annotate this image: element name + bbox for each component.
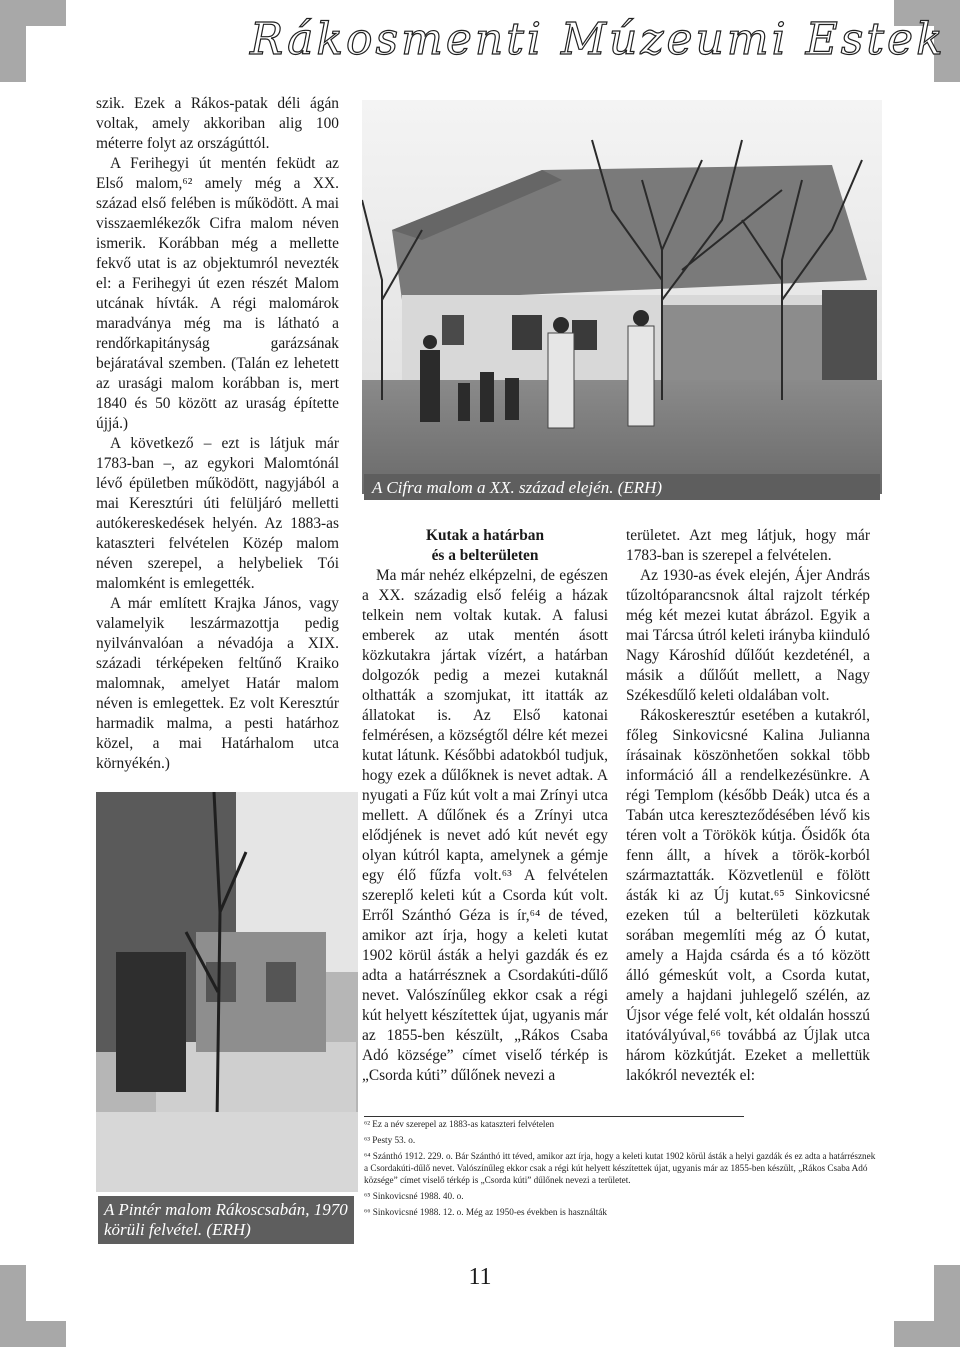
- corner-decoration-top-left-bar: [0, 0, 66, 26]
- column-left-paragraph: szik. Ezek a Rákos-patak déli ágán voltak, amely akkoriban alig 100 méterre folyt az országúttól.: [96, 95, 339, 152]
- footnote: ⁶⁵ Sinkovicsné 1988. 40. o.: [364, 1191, 464, 1201]
- section-heading: [362, 526, 608, 566]
- column-middle: [362, 526, 608, 1086]
- column-middle-body: [362, 566, 608, 1086]
- footnote: ⁶⁶ Sinkovicsné 1988. 12. o. Még az 1950-es években is használták: [364, 1207, 607, 1217]
- photo-top-caption: A Cifra malom a XX. század elején. (ERH): [364, 474, 880, 500]
- footnote: ⁶⁴ Szánthó 1912. 229. o. Bár Szánthó itt téved, amikor azt írja, hogy a keleti kutat 1902 körül ásták a helyi gazdák és ez adta a határrésznek a Csordakúti-dűlő nevet. Valószínűleg ekkor csak a régi kút helyett készítettek újat, ugyanis már az 1855-ben készült, „Rákos Csaba Adó községe” címet viselő térkép is „Csorda kúti” dűlőnek nevezi a területet.: [364, 1151, 876, 1185]
- section-heading-line1: Kutak a határban: [425, 527, 545, 544]
- column-right: [626, 526, 870, 1086]
- header-title: Rákosmenti Múzeumi Estek: [250, 14, 946, 65]
- section-heading-line2: és a belterületen: [431, 547, 539, 564]
- column-left-paragraph: A következő – ezt is látjuk már 1783-ban –, az egykori Malomtónál lévő épületben működött, nagyjából a mai Keresztúri úti felüljáró melletti autókereskedések helyén. Az 1883-as kataszteri felvételen Közép malom néven szerepel, a helybeliek Tói malomként is emlegették.: [96, 435, 339, 592]
- footnote-rule: [364, 1116, 744, 1117]
- column-left-paragraph: A már említett Krajka János, vagy valamelyik leszármazottja pedig nyilvánvalóan a névadója a XIX. századi térképeken feltűnő Kraiko malomnak, amelyet Határ malom néven is emlegettek. Ez volt Keresztúr harmadik malma, a pesti határhoz közel, a mai Határhalom utca környékén.): [96, 595, 339, 772]
- corner-decoration-bottom-left-bar: [0, 1321, 66, 1347]
- column-right-paragraph: területet. Azt meg látjuk, hogy már 1783-ban is szerepel a felvételen.: [626, 527, 870, 564]
- photo-cifra-malom: [362, 100, 882, 494]
- photo-bottom-caption: A Pintér malom Rákoscsabán, 1970 körüli felvétel. (ERH): [98, 1196, 354, 1244]
- column-left: [96, 94, 339, 774]
- column-middle-paragraph: Ma már nehéz elképzelni, de egészen a XX. századig első feléig a házak telkein nem voltak kutak. A falusi emberek az utak mentén ásott közkutakra jártak vízért, a határban dolgozók pedig a mezei kutaknál olthatták a szomjukat, itt itatták az állatokat is. Az Első katonai felmérésen, a községtől délre két mezei kutat látunk. Későbbi adatokból tudjuk, hogy ezek a dűlőknek is nevet adtak. A nyugati a Fűz kút volt a mai Zrínyi utca mellett. A dűlőnek és a Zrínyi utca elődjének is nevet adó kút nevét egy olyan kútról kapta, amelynek a gémje egy élő fűzfa volt.⁶³ A felvételen szereplő keleti kút a Csorda kút volt. Erről Szánthó Géza is ír,⁶⁴ de téved, amikor azt írja, hogy a keleti kutat 1902 körül ásták a helyi gazdák és ez adta a határrésznek a Csordakúti-dűlő nevet. Valószínűleg ekkor csak a régi kút helyett készítettek újat, ugyanis már az 1855-ben készült, „Rákos Csaba Adó községe” címet viselő térkép is „Csorda kúti” dűlőnek nevezi a: [362, 567, 608, 1084]
- column-right-paragraph: Rákoskeresztúr esetében a kutakról, főleg Sinkovicsné Kalina Julianna írásainak köszönhetően sokkal több információ áll a rendelkezésünkre. A régi Templom (később Deák) utca és a Tabán utca kereszteződésében lévő kis téren volt a Törökök kútja. Ősidők óta fenn állt, a hívek a török-korból származtatták. Közvetlenül e fölött ásták ki az Új kutat.⁶⁵ Sinkovicsné ezeken túl a belterületi közkutak sorában megemlíti még az Ó kutat, amely a Hajda csárda és a tó között álló gémeskút volt, a Csorda kutat, amely a hajdani juhlegelő szélén, az Újsor vége felé volt, két oldalán hosszú itatóvályúval,⁶⁶ továbbá az Újlak utca három közkútját. Ezeket a mellettük lakókról nevezték el:: [626, 707, 870, 1084]
- mill-photo-illustration: [362, 100, 882, 494]
- footnotes: [364, 1118, 876, 1222]
- column-left-paragraph: A Ferihegyi út mentén feküdt az Első malom,⁶² amely még a XX. század első felében is működött. A mai visszaemlékezők Cifra malom néven ismerik. Korábban még a mellette fekvő utat is az objektumról nevezték el: a Ferihegyi út ezen részét Malom utcának hívták. A régi malomárok maradványa még ma is látható a rendőrkapitányság garázsának bejáratával szemben. (Talán ez lehetett az urasági malom korábban is, mert 1840 és 50 között az uraság építette újjá.): [96, 155, 339, 432]
- column-right-paragraph: Az 1930-as évek elején, Ájer András tűzoltóparancsnok által rajzolt térkép még két mezei kutat ábrázol. Egyik a mai Tárcsa útról keleti irányba kiinduló Nagy Károshíd dűlőút kezdeténél, a másik a dűlőút mellett, a Nagy Székesdűlő keleti oldalában volt.: [626, 567, 870, 704]
- footnote: ⁶² Ez a név szerepel az 1883-as kataszteri felvételen: [364, 1119, 555, 1129]
- corner-decoration-bottom-right-bar: [894, 1321, 960, 1347]
- photo-pinter-malom: [96, 792, 358, 1192]
- page-number: 11: [468, 1264, 492, 1290]
- pinter-mill-photo-illustration: [96, 792, 358, 1192]
- footnote: ⁶³ Pesty 53. o.: [364, 1135, 416, 1145]
